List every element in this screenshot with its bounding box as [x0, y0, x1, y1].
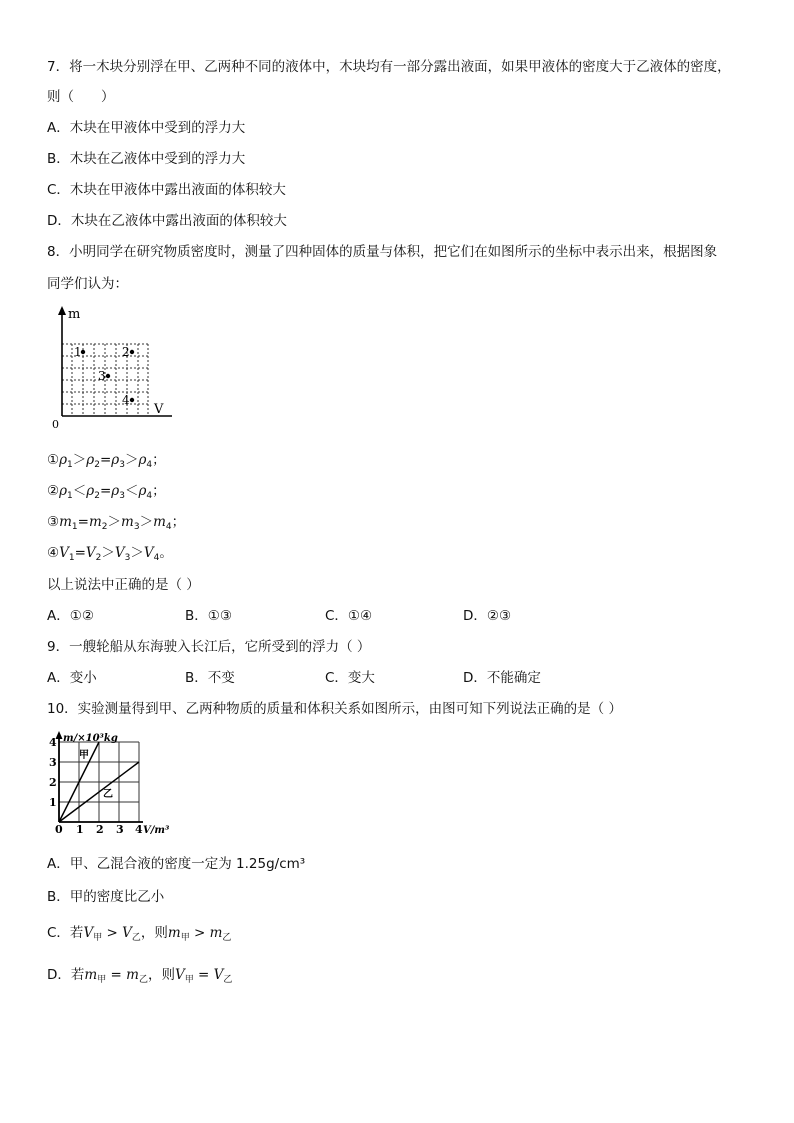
q10-option-a: A．甲、乙混合液的密度一定为 1.25g/cm³: [47, 856, 306, 872]
q7-option-b: B．木块在乙液体中受到的浮力大: [47, 151, 246, 167]
q10-option-b: B．甲的密度比乙小: [47, 889, 165, 905]
q7-option-d: D．木块在乙液体中露出液面的体积较大: [47, 213, 287, 229]
q10-y-tick-3: 3: [49, 756, 57, 769]
q8-point-4: [130, 398, 134, 402]
q8-mass-volume-figure: [48, 304, 188, 432]
q10-y-tick-2: 2: [49, 776, 57, 789]
q8-stem-line1: 8．小明同学在研究物质密度时，测量了四种固体的质量与体积，把它们在如图所示的坐标中表示出来，根据图象: [47, 244, 718, 260]
q8-option-c: C．①④: [325, 608, 373, 624]
q9-stem: 9．一艘轮船从东海驶入长江后，它所受到的浮力（ ）: [47, 639, 371, 655]
q10-option-c: C．若$V_甲 > V_乙$，则$m_甲 > m_乙$: [47, 925, 232, 943]
q8-stem-line2: 同学们认为：: [47, 276, 128, 292]
q8-statement-3: $③m_1=m_2>m_3>m_4$；: [47, 514, 186, 532]
q9-option-d: D．不能确定: [463, 670, 541, 686]
q8-statement-4: $④V_1=V_2>V_3>V_4$。: [47, 545, 173, 563]
q10-option-d: D．若$m_甲 = m_乙$，则$V_甲 = V_乙$: [47, 967, 233, 985]
q8-point-2: [130, 350, 134, 354]
q8-question: 以上说法中正确的是（ ）: [47, 577, 200, 593]
q10-series-jia-label: 甲: [79, 750, 89, 761]
q10-x-tick-0: 0: [55, 823, 63, 836]
q8-y-axis-label: m: [68, 307, 81, 322]
q8-option-b: B．①③: [185, 608, 232, 624]
q10-y-tick-4: 4: [49, 736, 57, 749]
q8-point-3: [106, 374, 110, 378]
q8-option-d: D．②③: [463, 608, 512, 624]
q10-series-yi-label: 乙: [103, 789, 113, 800]
q10-y-axis-label: m/×10³kg: [63, 733, 118, 744]
q9-option-a: A．变小: [47, 670, 97, 686]
q8-statement-2: $②\rho_1<\rho_2=\rho_3<\rho_4$；: [47, 483, 166, 501]
q8-point-1-label: 1: [74, 345, 82, 359]
q8-point-2-label: 2: [122, 345, 130, 359]
q10-mass-volume-chart: [45, 730, 175, 840]
q10-x-tick-4: 4: [135, 823, 143, 836]
q8-y-axis-arrow: [58, 306, 66, 315]
q7-option-c: C．木块在甲液体中露出液面的体积较大: [47, 182, 286, 198]
q9-option-b: B．不变: [185, 670, 235, 686]
q10-stem: 10．实验测量得到甲、乙两种物质的质量和体积关系如图所示，由图可知下列说法正确的是（ ）: [47, 701, 622, 717]
q9-option-c: C．变大: [325, 670, 375, 686]
q7-stem-line2: 则（ ）: [47, 89, 115, 105]
q10-x-tick-3: 3: [116, 823, 124, 836]
q8-option-a: A．①②: [47, 608, 94, 624]
q8-origin-label: 0: [52, 418, 59, 431]
q8-statement-1: $①\rho_1>\rho_2=\rho_3>\rho_4$；: [47, 452, 166, 470]
q7-stem-line1: 7．将一木块分别浮在甲、乙两种不同的液体中，木块均有一部分露出液面，如果甲液体的密度大于乙液体的密度，: [47, 59, 731, 75]
q10-x-axis-label: V/m³: [143, 825, 170, 836]
q8-point-4-label: 4: [122, 393, 130, 407]
q10-grid: [59, 742, 139, 822]
q10-x-tick-1: 1: [76, 823, 84, 836]
q8-x-axis-label: V: [154, 402, 164, 417]
q8-point-3-label: 3: [98, 369, 106, 383]
q10-y-tick-1: 1: [49, 796, 57, 809]
q7-option-a: A．木块在甲液体中受到的浮力大: [47, 120, 246, 136]
q10-x-tick-2: 2: [96, 823, 104, 836]
